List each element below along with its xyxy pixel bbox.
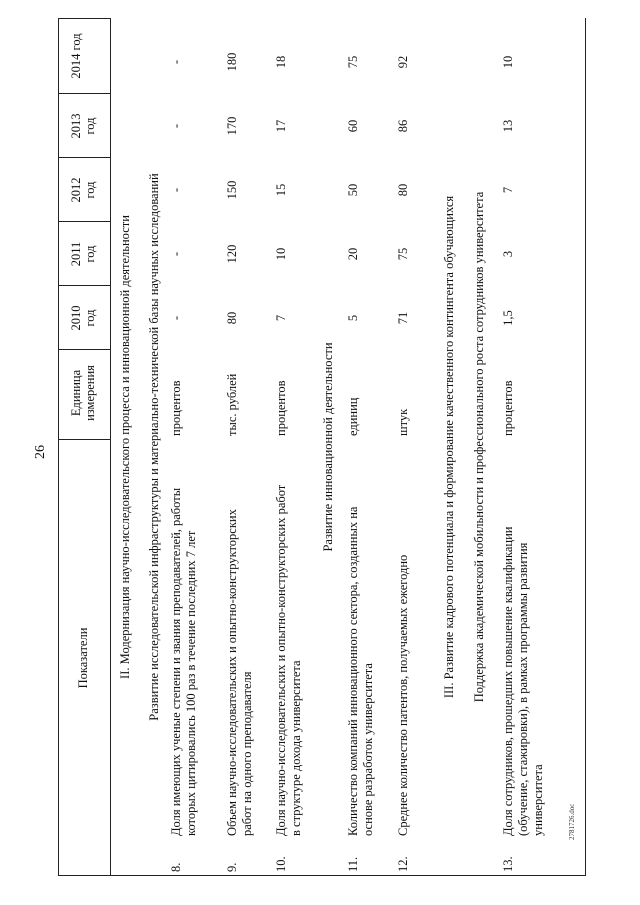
section-ii-heading: II. Модернизация научно-исследовательского процесса и инновационной деятельности <box>118 215 132 679</box>
subsection-research-infrastructure: Развитие исследовательской инфраструктуры и материально-технической базы научных исследований <box>147 173 161 721</box>
value-2013: 60 <box>346 119 360 133</box>
row-indicator: Количество компаний инновационного сектора, созданных на основе разработок университета <box>346 506 375 836</box>
section-iii-heading: III. Развитие кадрового потенциала и формирование качественного контингента обучающихся <box>442 195 456 699</box>
value-2011: 75 <box>396 247 410 261</box>
row-unit: процентов <box>274 380 288 436</box>
value-2013: 13 <box>501 119 515 133</box>
value-2010: 80 <box>225 311 239 325</box>
value-2010: - <box>169 315 183 321</box>
value-2013: - <box>169 123 183 129</box>
value-2011: 20 <box>346 247 360 261</box>
value-2012: 80 <box>396 183 410 197</box>
col-divider-2012 <box>58 221 110 222</box>
subsection-academic-mobility: Поддержка академической мобильности и профессионального роста сотрудников университета <box>472 191 486 703</box>
value-2012: 150 <box>225 180 239 200</box>
value-2010: 5 <box>346 314 360 322</box>
value-2010: 7 <box>274 314 288 322</box>
row-indicator: Доля научно-исследовательских и опытно-конструкторских работ в структуре дохода университета <box>274 484 303 836</box>
row-indicator: Объем научно-исследовательских и опытно-конструкторских работ на одного преподавателя <box>225 509 254 836</box>
row-number: 8. <box>169 862 183 872</box>
col-divider-2011 <box>58 285 110 286</box>
col-divider-2014 <box>58 93 110 94</box>
row-number: 10. <box>274 856 288 872</box>
row-indicator: Доля имеющих ученые степени и звания преподавателей, работы которых цитировались 100 раз в течение последних 7 лет <box>169 487 198 836</box>
value-2011: 120 <box>225 244 239 264</box>
row-unit: единиц <box>346 397 360 436</box>
value-2014: 10 <box>501 55 515 69</box>
header-year-2012: 2012 год <box>69 177 97 203</box>
row-unit: процентов <box>169 380 183 436</box>
value-2010: 71 <box>396 311 410 325</box>
table-bottom-border <box>585 18 586 876</box>
file-name: 2781726.doc <box>568 803 576 840</box>
row-number: 13. <box>501 856 515 872</box>
rotated-table <box>58 18 586 876</box>
value-2011: - <box>169 251 183 257</box>
row-number: 11. <box>346 856 360 872</box>
value-2011: 3 <box>501 250 515 258</box>
col-divider-2013 <box>58 157 110 158</box>
value-2012: 50 <box>346 183 360 197</box>
value-2014: - <box>169 59 183 65</box>
table-right-border <box>58 18 110 19</box>
row-indicator: Среднее количество патентов, получаемых ежегодно <box>396 554 410 836</box>
value-2012: - <box>169 187 183 193</box>
row-unit: штук <box>396 408 410 436</box>
header-year-2013: 2013 год <box>69 113 97 139</box>
col-divider-2010 <box>58 349 110 350</box>
row-unit: процентов <box>501 380 515 436</box>
value-2012: 15 <box>274 183 288 197</box>
value-2011: 10 <box>274 247 288 261</box>
header-year-2010: 2010 год <box>69 305 97 331</box>
header-bottom-border <box>110 18 111 876</box>
row-number: 12. <box>396 856 410 872</box>
page-number: 26 <box>33 445 48 459</box>
value-2013: 86 <box>396 119 410 133</box>
row-number: 9. <box>225 862 239 872</box>
table-top-border <box>58 18 59 876</box>
value-2013: 170 <box>225 116 239 136</box>
value-2012: 7 <box>501 186 515 194</box>
header-year-2014: 2014 год <box>69 33 83 79</box>
value-2014: 18 <box>274 55 288 69</box>
value-2013: 17 <box>274 119 288 133</box>
value-2014: 75 <box>346 55 360 69</box>
row-unit: тыс. рублей <box>225 373 239 436</box>
header-indicators: Показатели <box>76 627 90 689</box>
value-2014: 180 <box>225 52 239 72</box>
value-2010: 1,5 <box>501 310 515 326</box>
header-unit: Единица измерения <box>69 365 97 421</box>
subsection-innovation: Развитие инновационной деятельности <box>321 342 335 552</box>
value-2014: 92 <box>396 55 410 69</box>
row-indicator: Доля сотрудников, прошедших повышение квалификации (обучение, стажировки), в рамках программы развития университета <box>501 526 545 836</box>
header-year-2011: 2011 год <box>69 241 97 267</box>
